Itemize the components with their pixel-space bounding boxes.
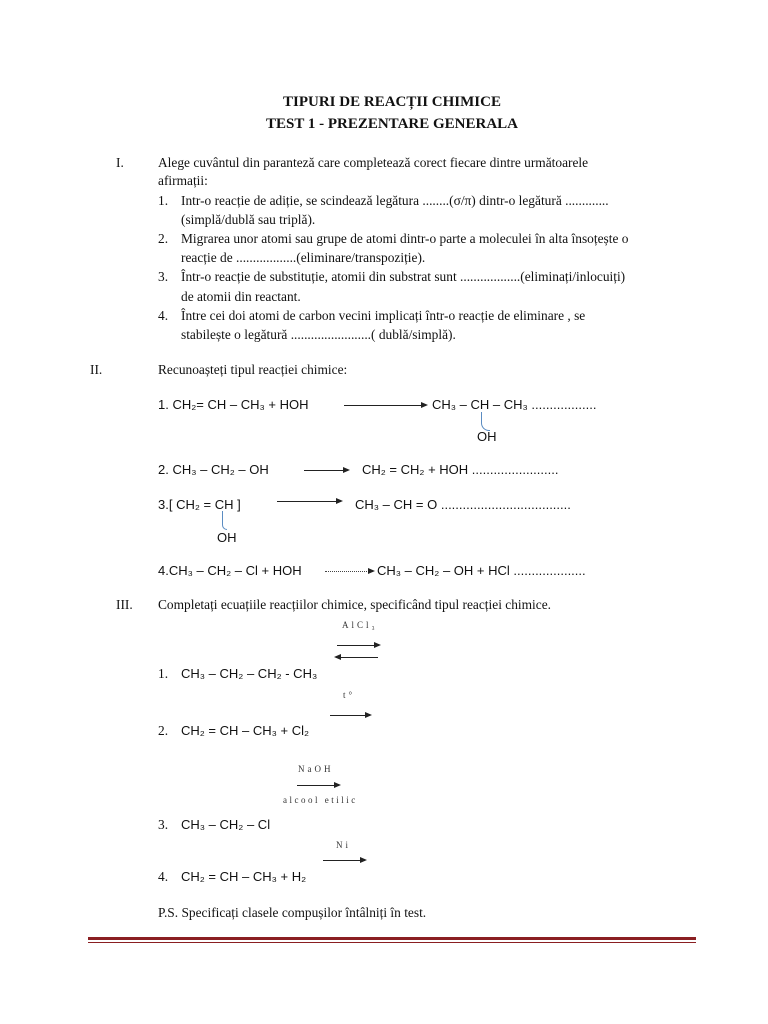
footer-rule-thick [88,937,696,940]
question-number: 2. [158,231,169,246]
reverse-arrow [336,657,378,658]
question-text-cont: stabilește o legătură ........................( dublă/simplă). [181,327,456,342]
reaction-arrow [277,501,341,502]
question-text: Între cei doi atomi de carbon vecini implicați într-o reacție de eliminare , se [181,308,586,323]
question-number: 1. [158,193,169,208]
equation-2-formula: CH₂ = CH – CH₃ + Cl₂ [181,723,310,738]
question-text: Intr-o reacție de adiție, se scindează legătura ........(σ/π) dintr-o legătură ............. [181,193,609,208]
reaction-3-oh: OH [217,530,237,545]
section-2-numeral: II. [90,362,103,377]
forward-arrow [297,785,339,786]
section-1-numeral: I. [116,155,124,170]
section-3-numeral: III. [116,597,133,612]
equation-number: 2. [158,723,169,738]
reaction-condition: Ni [336,840,351,850]
question-text-cont: reacție de ..................(eliminare/transpoziție). [181,250,426,265]
reaction-condition: t° [343,690,356,700]
postscript-note: P.S. Specificați clasele compușilor întâlniți în test. [158,905,427,920]
reaction-arrow [325,571,373,572]
reaction-1-reactants: 1. CH₂= CH – CH₃ + HOH [158,397,309,412]
reaction-4-reactants: 4.CH₃ – CH₂ – Cl + HOH [158,563,302,578]
reaction-3-product: CH₃ – CH = O .................................... [355,497,571,512]
footer-rule-thin [88,942,696,943]
reaction-condition: NaOH [298,764,334,774]
equation-4-formula: CH₂ = CH – CH₃ + H₂ [181,869,307,884]
bond-line [222,511,227,530]
reaction-condition: AlCl₃ [342,620,378,630]
equation-number: 4. [158,869,169,884]
question-text-cont: de atomii din reactant. [181,289,301,304]
reaction-2-reactants: 2. CH₃ – CH₂ – OH [158,462,269,477]
page-title: TIPURI DE REACȚII CHIMICE [283,94,501,110]
reaction-2-product: CH₂ = CH₂ + HOH ........................ [362,462,559,477]
equation-3-formula: CH₃ – CH₂ – Cl [181,817,271,832]
question-text: Într-o reacție de substituție, atomii din substrat sunt ..................(eliminați/inlocuiți) [181,269,626,284]
reaction-solvent: alcool etilic [283,795,358,805]
section-2-intro: Recunoașteți tipul reacției chimice: [158,362,348,377]
reaction-1-oh: OH [477,429,497,444]
reaction-3-reactant: 3.[ CH₂ = CH ] [158,497,241,512]
section-1-intro: Alege cuvântul din paranteză care completează corect fiecare dintre următoarele [158,155,589,170]
forward-arrow [330,715,370,716]
question-text: Migrarea unor atomi sau grupe de atomi dintr-o parte a moleculei în alta însoțește o [181,231,629,246]
forward-arrow [323,860,365,861]
forward-arrow [337,645,379,646]
reaction-arrow [344,405,426,406]
section-3-intro: Completați ecuațiile reacțiilor chimice, specificând tipul reacției chimice. [158,597,551,612]
equation-number: 1. [158,666,169,681]
section-1-intro-cont: afirmații: [158,173,208,188]
reaction-arrow [304,470,348,471]
reaction-1-product: CH₃ – CH – CH₃ .................. [432,397,597,412]
page-subtitle: TEST 1 - PREZENTARE GENERALA [266,116,518,132]
equation-number: 3. [158,817,169,832]
reaction-4-product: CH₃ – CH₂ – OH + HCl .................... [377,563,586,578]
question-number: 4. [158,308,169,323]
question-text-cont: (simplă/dublă sau triplă). [181,212,316,227]
question-number: 3. [158,269,169,284]
equation-1-formula: CH₃ – CH₂ – CH₂ - CH₃ [181,666,318,681]
